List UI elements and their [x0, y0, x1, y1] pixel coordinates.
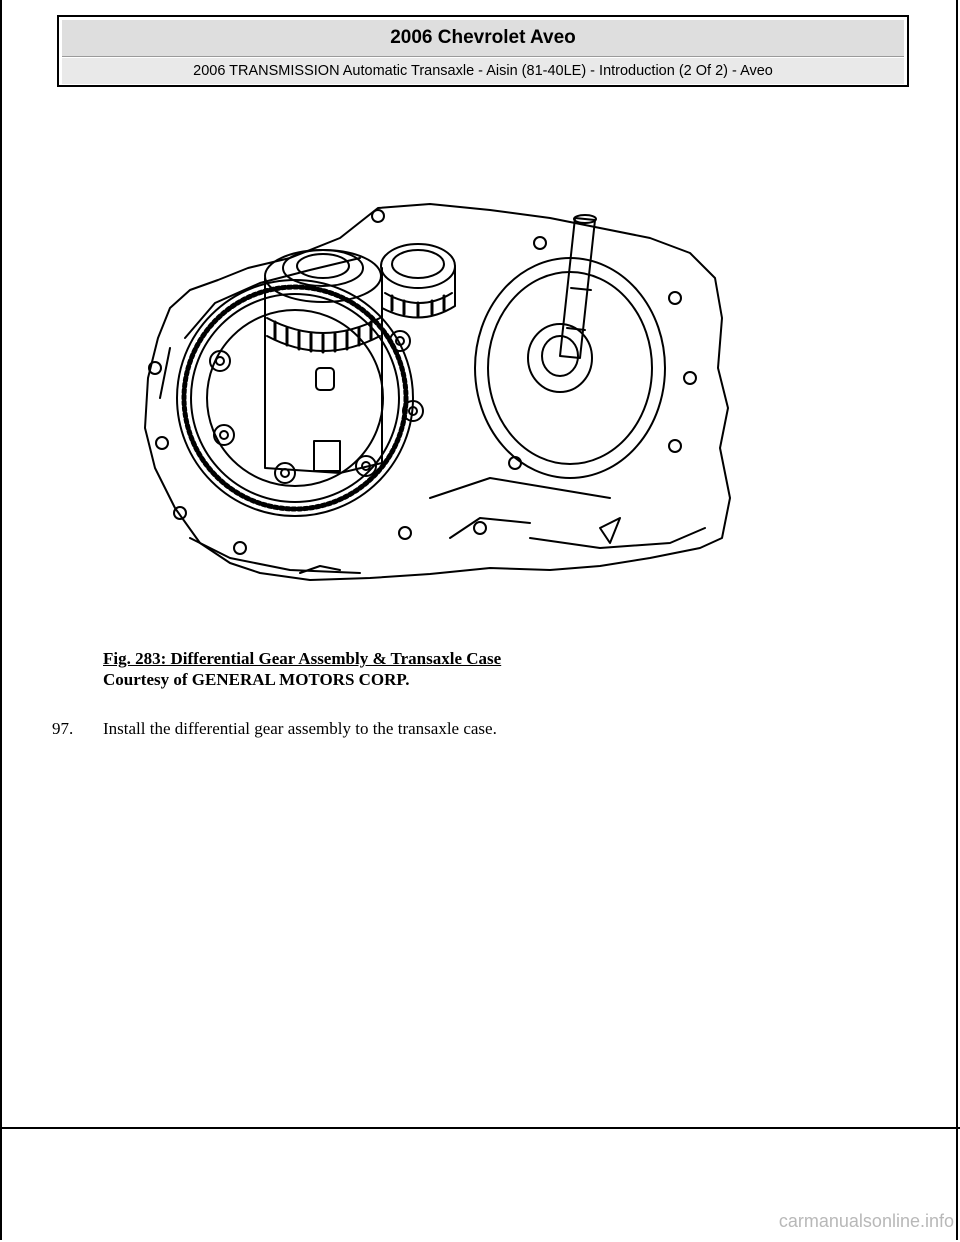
differential-case: [265, 278, 382, 473]
header-subtitle: 2006 TRANSMISSION Automatic Transaxle - Aisin (81-40LE) - Introduction (2 Of 2) - Aveo: [62, 58, 904, 84]
figure-differential-gear-illustration: [130, 198, 740, 588]
step-item: [52, 718, 497, 739]
header-title: 2006 Chevrolet Aveo: [62, 20, 904, 57]
figure-caption: [103, 648, 501, 690]
figure-caption-credit: Courtesy of GENERAL MOTORS CORP.: [103, 670, 410, 689]
step-text: Install the differential gear assembly to the transaxle case.: [103, 719, 497, 738]
ring-gear: [177, 280, 413, 516]
document-header: [57, 15, 909, 87]
watermark: carmanualsonline.info: [778, 1211, 954, 1231]
figure-caption-title: Fig. 283: Differential Gear Assembly & Transaxle Case: [103, 649, 502, 668]
oil-pump-housing: [475, 258, 665, 478]
case-bolt-holes: [149, 210, 696, 554]
page-bottom-rule: [0, 1127, 960, 1129]
case-outline: [145, 204, 730, 580]
step-number: 97.: [52, 719, 74, 738]
ring-gear-bolts: [210, 331, 423, 483]
